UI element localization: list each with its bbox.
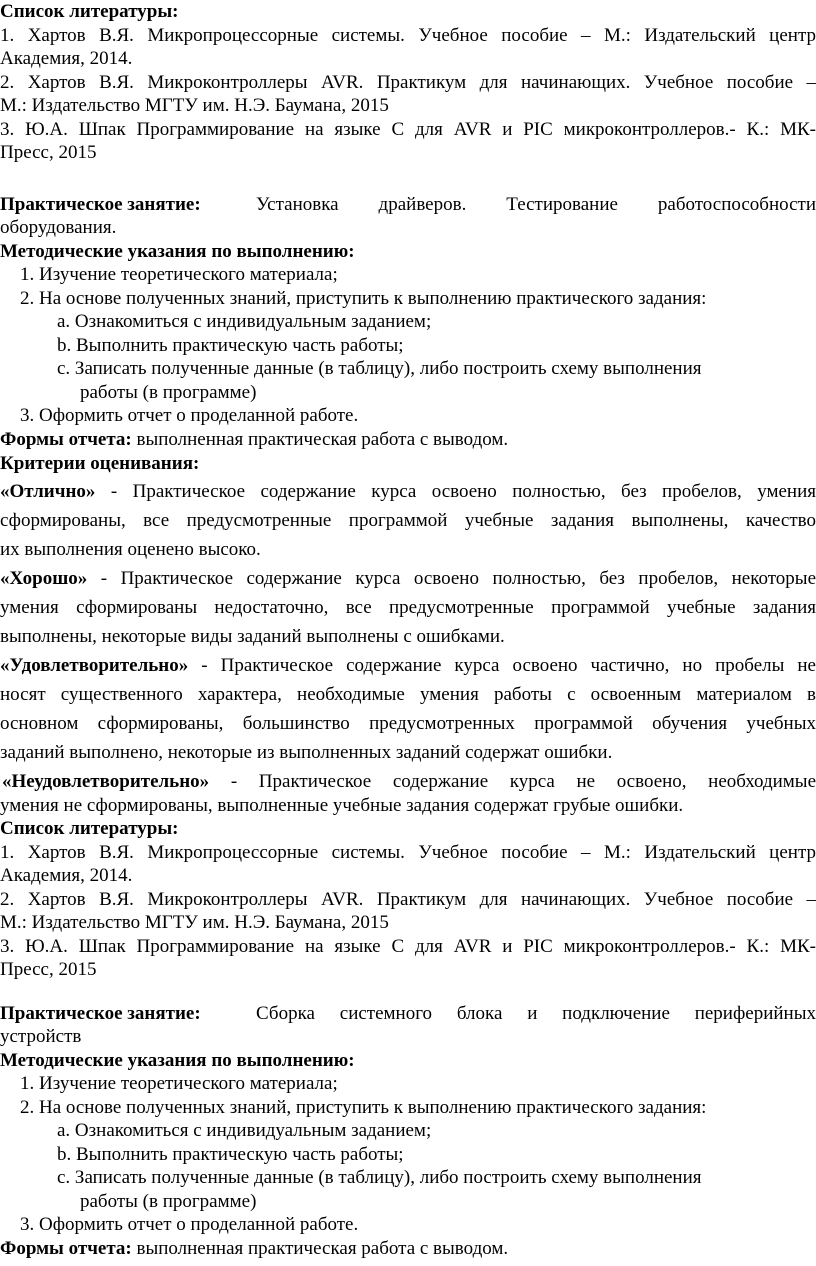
method-sub-c-line1: c. Записать полученные данные (в таблицу), либо построить схему выполнения [57, 358, 702, 379]
report-line [0, 428, 816, 451]
criteria-good-line3: выполнены, некоторые виды заданий выполнены с ошибками. [0, 626, 505, 647]
method-step-2: 2. На основе полученных знаний, приступить к выполнению практического задания: [20, 288, 707, 309]
literature-item-3-line2: Пресс, 2015 [0, 142, 97, 163]
method-2-step-2: 2. На основе полученных знаний, приступить к выполнению практического задания: [20, 1097, 707, 1118]
criteria-satisfactory-line3: основном сформированы, большинство предусмотренных программой обучения учебных [0, 713, 816, 734]
method-step-1: 1. Изучение теоретического материала; [20, 264, 338, 285]
literature-item-2-line2: М.: Издательство МГТУ им. Н.Э. Баумана, 2015 [0, 95, 389, 116]
report-label: Формы отчета: [0, 429, 132, 450]
literature-item-1-line2: Академия, 2014. [0, 48, 133, 69]
criteria-unsatisfactory-text: - Практическое содержание курса не освоено, необходимые [230, 771, 816, 792]
practice-label: Практическое занятие: [0, 194, 201, 215]
method-2-sub-c-line1: c. Записать полученные данные (в таблицу), либо построить схему выполнения [57, 1167, 702, 1188]
criteria-excellent-line1 [0, 480, 816, 503]
literature-2-item-3-line1: 3. Ю.А. Шпак Программирование на языке С для AVR и PIC микроконтроллеров.- К.: МК- [0, 936, 816, 957]
criteria-good-line1 [0, 567, 816, 590]
method-2-heading: Методические указания по выполнению: [0, 1050, 355, 1071]
literature-item-2-line1: 2. Хартов В.Я. Микроконтроллеры AVR. Практикум для начинающих. Учебное пособие – [0, 72, 816, 93]
criteria-good-text: - Практическое содержание курса освоено полностью, без пробелов, некоторые [100, 568, 816, 589]
practice-2-title: Сборка системного блока и подключение периферийных [256, 1003, 816, 1024]
criteria-excellent-label: «Отлично» [0, 481, 96, 502]
criteria-unsatisfactory-line1 [2, 770, 816, 793]
literature-item-3-line1: 3. Ю.А. Шпак Программирование на языке С для AVR и PIC микроконтроллеров.- К.: МК- [0, 119, 816, 140]
report-2-text: выполненная практическая работа с выводом. [136, 1238, 509, 1259]
report-2-line [0, 1237, 816, 1260]
method-sub-c-line2: работы (в программе) [80, 382, 257, 403]
report-text: выполненная практическая работа с выводом. [136, 429, 509, 450]
method-sub-b: b. Выполнить практическую часть работы; [57, 335, 404, 356]
method-2-sub-a: a. Ознакомиться с индивидуальным заданием; [57, 1120, 432, 1141]
criteria-heading: Критерии оценивания: [0, 453, 200, 474]
criteria-good-label: «Хорошо» [0, 568, 88, 589]
criteria-excellent-line2: сформированы, все предусмотренные программой учебные задания выполнены, качество [0, 510, 816, 531]
practice-title-line1 [0, 193, 816, 216]
criteria-unsatisfactory-label: «Неудовлетворительно» [2, 771, 210, 792]
practice-title-line2: оборудования. [0, 217, 117, 238]
criteria-satisfactory-line2: носят существенного характера, необходимые умения работы с освоенным материалом в [0, 684, 816, 705]
criteria-good-line2: умения сформированы недостаточно, все предусмотренные программой учебные задания [0, 597, 816, 618]
literature-heading: Список литературы: [0, 1, 179, 22]
criteria-satisfactory-text: - Практическое содержание курса освоено частично, но пробелы не [201, 655, 816, 676]
practice-2-title-line2: устройств [0, 1026, 82, 1047]
literature-2-item-2-line2: М.: Издательство МГТУ им. Н.Э. Баумана, 2015 [0, 912, 389, 933]
practice-2-title-line1 [0, 1002, 816, 1025]
criteria-satisfactory-line4: заданий выполнено, некоторые из выполненных заданий содержат ошибки. [0, 742, 613, 763]
method-2-sub-b: b. Выполнить практическую часть работы; [57, 1144, 404, 1165]
method-heading: Методические указания по выполнению: [0, 241, 355, 262]
literature-2-heading: Список литературы: [0, 818, 179, 839]
method-sub-a: a. Ознакомиться с индивидуальным заданием; [57, 311, 432, 332]
literature-item-1-line1: 1. Хартов В.Я. Микропроцессорные системы. Учебное пособие – М.: Издательский центр [0, 25, 816, 46]
method-step-3: 3. Оформить отчет о проделанной работе. [20, 405, 359, 426]
method-2-step-1: 1. Изучение теоретического материала; [20, 1073, 338, 1094]
literature-2-item-3-line2: Пресс, 2015 [0, 959, 97, 980]
practice-title: Установка драйверов. Тестирование работоспособности [256, 194, 816, 215]
practice-2-label: Практическое занятие: [0, 1003, 201, 1024]
criteria-satisfactory-line1 [0, 654, 816, 677]
criteria-excellent-text: - Практическое содержание курса освоено полностью, без пробелов, умения [110, 481, 816, 502]
literature-2-item-2-line1: 2. Хартов В.Я. Микроконтроллеры AVR. Практикум для начинающих. Учебное пособие – [0, 889, 816, 910]
criteria-satisfactory-label: «Удовлетворительно» [0, 655, 189, 676]
method-2-step-3: 3. Оформить отчет о проделанной работе. [20, 1214, 359, 1235]
literature-2-item-1-line1: 1. Хартов В.Я. Микропроцессорные системы. Учебное пособие – М.: Издательский центр [0, 842, 816, 863]
literature-2-item-1-line2: Академия, 2014. [0, 865, 133, 886]
report-2-label: Формы отчета: [0, 1238, 132, 1259]
method-2-sub-c-line2: работы (в программе) [80, 1191, 257, 1212]
criteria-excellent-line3: их выполнения оценено высоко. [0, 539, 261, 560]
criteria-unsatisfactory-line2: умения не сформированы, выполненные учебные задания содержат грубые ошибки. [0, 795, 684, 816]
